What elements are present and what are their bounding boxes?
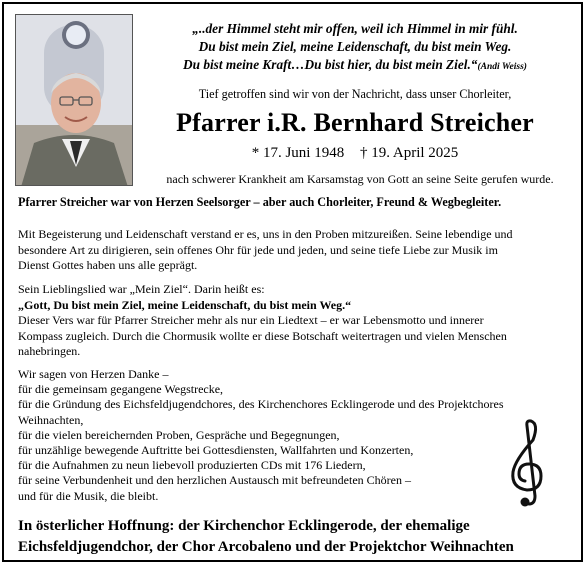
quote-line-3 bbox=[140, 56, 570, 76]
paragraph-line: besondere Art zu dirigieren, sein offenes Ohr für jede und jeden, und seine tiefe Liebe zur Musik im bbox=[18, 242, 498, 257]
quote-line-2: Du bist mein Ziel, meine Leidenschaft, du bist mein Weg. bbox=[198, 39, 512, 54]
thanks-line: für die Aufnahmen zu neun liebevoll produzierten CDs mit 176 Liedern, bbox=[18, 458, 366, 473]
lead-statement: Pfarrer Streicher war von Herzen Seelsorger – aber auch Chorleiter, Freund & Wegbegleiter. bbox=[18, 195, 502, 209]
paragraph-favorite-song bbox=[18, 282, 578, 360]
closing-line: In österlicher Hoffnung: der Kirchenchor Ecklingerode, der ehemalige bbox=[18, 518, 470, 534]
quote-line-3-text: Du bist meine Kraft…Du bist hier, du bist mein Ziel.“ bbox=[183, 57, 478, 72]
treble-clef-icon bbox=[505, 418, 550, 508]
thanks-line: und für die Musik, die bleibt. bbox=[18, 488, 159, 503]
thanks-list bbox=[18, 367, 518, 504]
paragraph-line: Mit Begeisterung und Leidenschaft verstand er es, uns in den Proben mitzureißen. Seine lebendige und bbox=[18, 227, 513, 241]
life-dates bbox=[140, 145, 570, 162]
thanks-line: für unzählige bewegende Auftritte bei Gottesdiensten, Wallfahrten und Konzerten, bbox=[18, 443, 414, 458]
closing-signature bbox=[18, 516, 578, 558]
paragraph-line: Dienst Gottes haben uns alle geprägt. bbox=[18, 258, 198, 272]
thanks-line: für die vielen bereichernden Proben, Gespräche und Begegnungen, bbox=[18, 427, 340, 442]
paragraph-line: nahebringen. bbox=[18, 344, 81, 358]
thanks-line: für seine Verbundenheit und den herzlichen Austausch mit befreundeten Chören – bbox=[18, 473, 411, 488]
closing-line: Eichsfeldjugendchor, der Chor Arcobaleno und der Projektchor Weihnachten bbox=[18, 539, 514, 555]
song-quote: „Gott, Du bist mein Ziel, meine Leidenschaft, du bist mein Weg.“ bbox=[18, 297, 352, 312]
thanks-line: für die Gründung des Eichsfeldjugendchores, des Kirchenchores Ecklingerode und des Projektchores bbox=[18, 397, 504, 412]
birth-date: * 17. Juni 1948 bbox=[251, 145, 345, 161]
death-announcement: nach schwerer Krankheit am Karsamstag von Gott an seine Seite gerufen wurde. bbox=[166, 172, 554, 186]
paragraph-line: Kompass zugleich. Durch die Chormusik wollte er diese Botschaft weitertragen und vielen Menschen bbox=[18, 328, 507, 343]
paragraph-line: Dieser Vers war für Pfarrer Streicher mehr als nur ein Liedtext – er war Lebensmotto und innerer bbox=[18, 313, 484, 327]
quote-source: (Andi Weiss) bbox=[477, 62, 527, 72]
portrait-photo bbox=[15, 14, 133, 186]
death-date: † 19. April 2025 bbox=[359, 145, 459, 161]
thanks-line: Weihnachten, bbox=[18, 412, 84, 427]
deceased-name: Pfarrer i.R. Bernhard Streicher bbox=[176, 108, 534, 137]
thanks-line: für die gemeinsam gegangene Wegstrecke, bbox=[18, 382, 224, 397]
quote-line-1: „..der Himmel steht mir offen, weil ich Himmel in mir fühl. bbox=[192, 21, 518, 36]
paragraph-line: Sein Lieblingslied war „Mein Ziel“. Darin heißt es: bbox=[18, 282, 265, 296]
thanks-line: Wir sagen von Herzen Danke – bbox=[18, 367, 169, 381]
paragraph-tribute bbox=[18, 227, 578, 274]
intro-text: Tief getroffen sind wir von der Nachricht, dass unser Chorleiter, bbox=[198, 87, 512, 101]
